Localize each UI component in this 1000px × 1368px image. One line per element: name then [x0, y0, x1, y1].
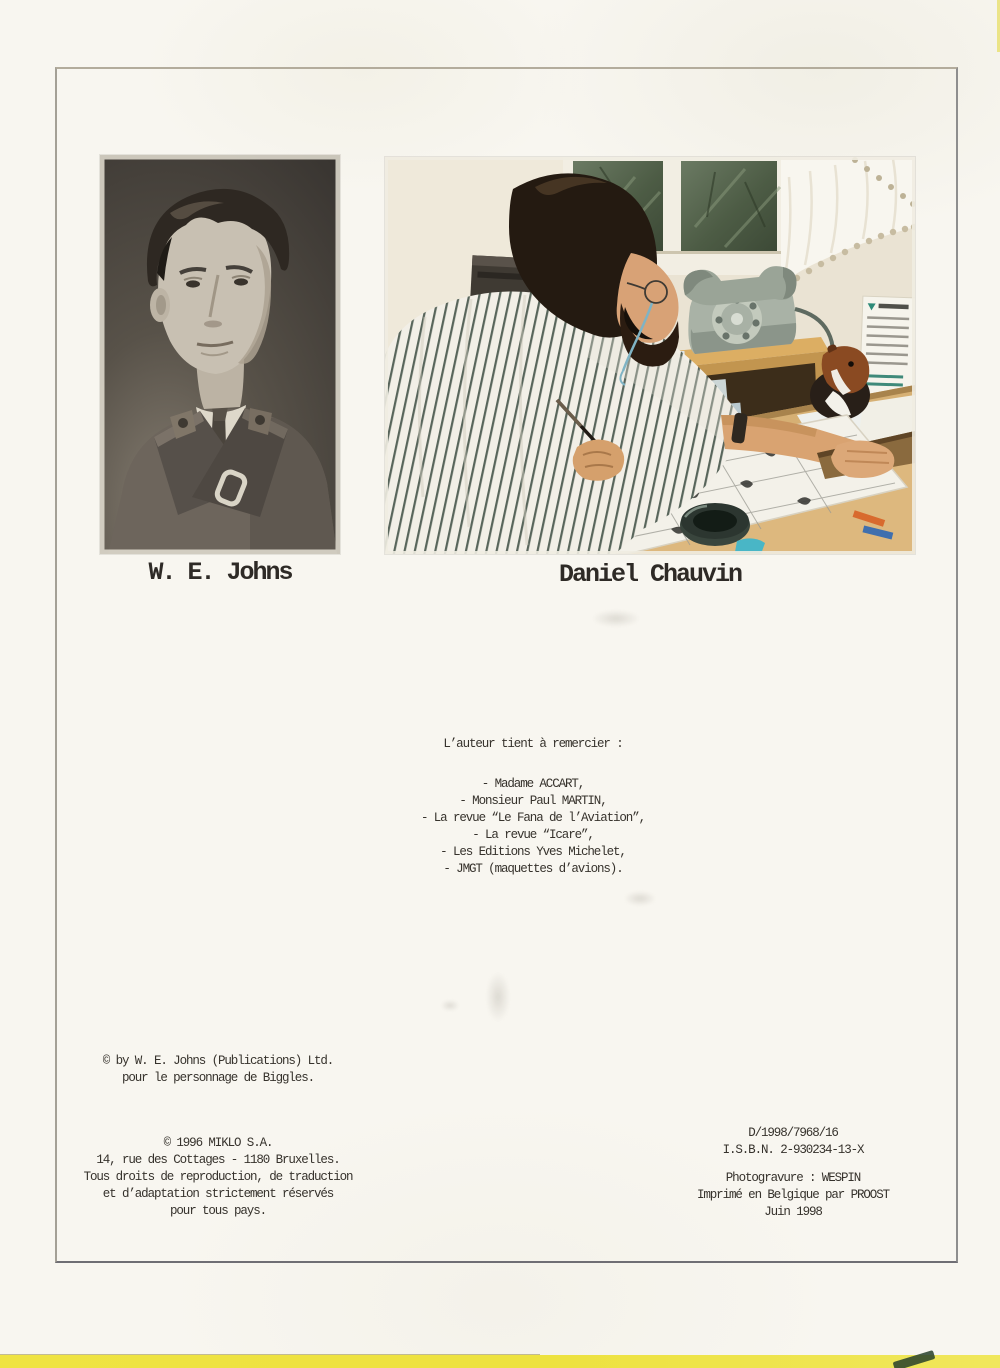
- scan-smudge: [441, 1000, 459, 1011]
- publisher-line: et d’adaptation strictement réservés: [102, 1187, 334, 1201]
- isbn-number: I.S.B.N. 2-930234-13-X: [722, 1143, 864, 1157]
- publisher-line: Tous droits de reproduction, de traduction: [83, 1170, 353, 1184]
- photo-caption-daniel-chauvin: Daniel Chauvin: [558, 560, 742, 589]
- acknowledgements-block: [283, 736, 783, 878]
- printing-line: Photogravure : WESPIN: [725, 1171, 861, 1185]
- acknowledgement-item: - Madame ACCART,: [481, 777, 585, 791]
- scan-smudge: [592, 610, 640, 627]
- acknowledgement-item: - Monsieur Paul MARTIN,: [459, 794, 607, 808]
- photo-we-johns-portrait: [100, 155, 340, 554]
- printing-credits-block: [645, 1170, 941, 1221]
- book-cover-yellow-edge: [0, 1355, 1000, 1368]
- publisher-line: © 1996 MIKLO S.A.: [163, 1136, 273, 1150]
- publisher-line: 14, rue des Cottages - 1180 Bruxelles.: [96, 1153, 340, 1167]
- we-johns-portrait-art: [100, 155, 340, 554]
- daniel-chauvin-photo-art: [385, 157, 915, 554]
- biggles-copyright-block: [68, 1053, 368, 1087]
- scan-smudge: [624, 891, 656, 906]
- printing-line: Juin 1998: [764, 1205, 822, 1219]
- scan-smudge: [486, 972, 510, 1022]
- acknowledgement-item: - La revue “Icare”,: [472, 828, 594, 842]
- deposit-number: D/1998/7968/16: [748, 1126, 838, 1140]
- acknowledgement-item: - La revue “Le Fana de l’Aviation”,: [420, 811, 646, 825]
- legal-deposit-block: [645, 1125, 941, 1159]
- acknowledgements-intro: L’auteur tient à remercier :: [443, 737, 623, 751]
- publisher-copyright-block: [68, 1135, 368, 1220]
- photo-caption-we-johns: W. E. Johns: [148, 558, 292, 587]
- biggles-copyright-line: pour le personnage de Biggles.: [121, 1071, 315, 1085]
- publisher-line: pour tous pays.: [169, 1204, 267, 1218]
- acknowledgement-item: - JMGT (maquettes d’avions).: [443, 862, 623, 876]
- biggles-copyright-line: © by W. E. Johns (Publications) Ltd.: [102, 1054, 334, 1068]
- photo-daniel-chauvin-drawing: [385, 157, 915, 554]
- acknowledgement-item: - Les Editions Yves Michelet,: [440, 845, 626, 859]
- printing-line: Imprimé en Belgique par PROOST: [696, 1188, 890, 1202]
